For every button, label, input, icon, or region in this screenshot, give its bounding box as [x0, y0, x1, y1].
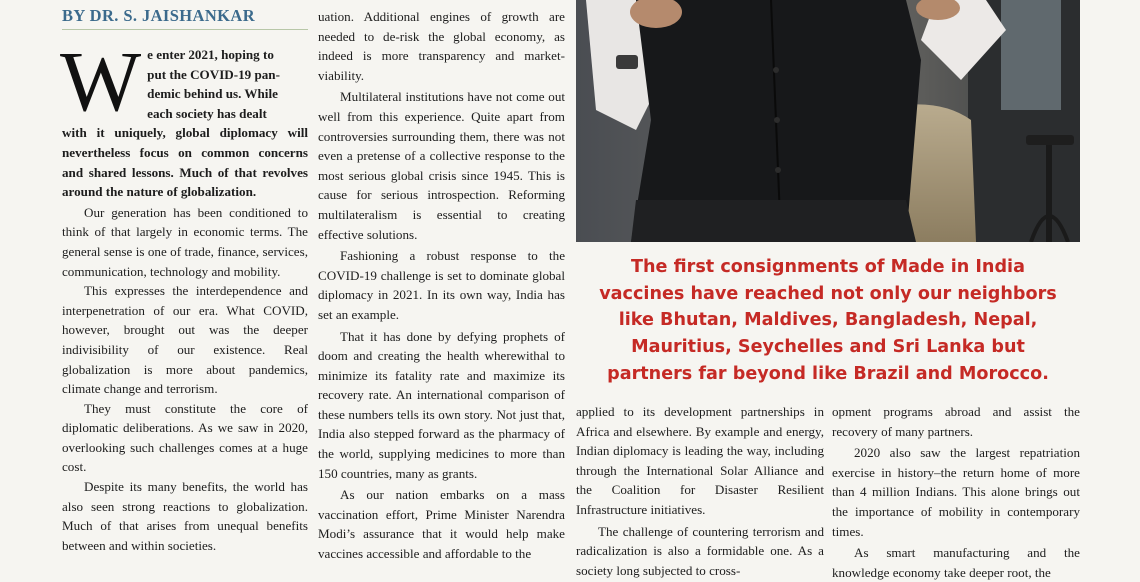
paragraph: Fashioning a robust response to the COVID-19 challenge is set to dominate global diplomacy in 2021. In its own way, India has set an example. [318, 248, 565, 322]
paragraph: They must constitute the core of diplomatic deliberations. As we saw in 2020, overlooking such challenges comes at a huge cost. [62, 400, 308, 475]
lead-paragraph [60, 33, 308, 202]
continued-paragraph: uation. Additional engines of growth are needed to de-risk the global economy, as indeed is more transparency and market-viability. [318, 9, 565, 83]
lead-continuation: with it uniquely, global diplomacy will nevertheless focus on common concerns and shared lessons. Much of that revolves around the nature of globalization. [62, 125, 308, 200]
lead-line: put the COVID-19 pan- [147, 66, 280, 82]
paragraph: Our generation has been conditioned to think of that largely in economic terms. The general sense is one of trade, finance, services, communication, technology and mobility. [62, 204, 308, 279]
paragraph: 2020 also saw the largest repatriation exercise in history–the return home of more than 4 million Indians. This alone brings out the importance of mobility in contemporary times. [832, 445, 1080, 539]
article-column-4 [832, 402, 1080, 582]
pull-quote-line: partners far beyond like Brazil and Morocco. [607, 363, 1049, 384]
paragraph: As our nation embarks on a mass vaccination effort, Prime Minister Narendra Modi’s assurance that it would help make vaccines accessible and affordable to the [318, 487, 565, 562]
paragraph: Despite its many benefits, the world has also seen strong reactions to globalization. Much of that arises from unequal benefits between and within societies. [62, 479, 308, 553]
paragraph: The challenge of countering terrorism and radicalization is also a formidable one. As a society long subjected to cross- [576, 523, 824, 578]
article-column-1 [60, 33, 308, 555]
byline-rule [62, 29, 308, 30]
continued-paragraph: opment programs abroad and assist the recovery of many partners. [832, 404, 1080, 439]
lead-line: e enter 2021, hoping to [147, 47, 274, 62]
article-column-3 [576, 402, 824, 580]
article-column-2 [318, 7, 565, 564]
paragraph: This expresses the interdependence and interpenetration of our era. What COVID, however, brought out was the deeper indivisibility of our existence. Real globalization is more about pandemics, climate change and terrorism. [62, 283, 308, 397]
pull-quote-line: The first consignments of Made in India [631, 257, 1025, 277]
paragraph: As smart manufacturing and the knowledge economy take deeper root, the [832, 545, 1080, 580]
continued-paragraph: applied to its development partnerships in Africa and elsewhere. By example and energy, Indian diplomacy is leading the way, including through the International Solar Alliance and the Coalition for Disaster Resilient Infrastructure initiatives. [576, 404, 824, 517]
paragraph: Multilateral institutions have not come out well from this experience. Quite apart from controversies surrounding them, there was not even a pretense of a collective response to the most serious global crisis since 1945. This is cause for serious introspection. Reforming multilateralism is essential to creating effective solutions. [318, 89, 565, 242]
photo-illustration [576, 0, 1080, 242]
pull-quote [576, 254, 1080, 388]
lead-line: demic behind us. While [147, 86, 278, 102]
paragraph: That it has done by defying prophets of doom and creating the health wherewithal to minimize its fatality rate and maximize its recovery rate. An international comparison of these numbers tells its own story. Not just that, India also stepped forward as the pharmacy of the world, supplying medicines to more than 150 countries, many as grants. [318, 328, 565, 481]
pull-quote-line: like Bhutan, Maldives, Bangladesh, Nepal, [618, 310, 1038, 331]
byline: BY DR. S. JAISHANKAR [62, 6, 256, 25]
lead-line: each society has dealt [147, 105, 267, 121]
pull-quote-line: Mauritius, Seychelles and Sri Lanka but [631, 337, 1025, 358]
drop-cap: W [60, 33, 142, 129]
pull-quote-line: vaccines have reached not only our neighbors [599, 283, 1057, 304]
article-photo [576, 0, 1080, 242]
